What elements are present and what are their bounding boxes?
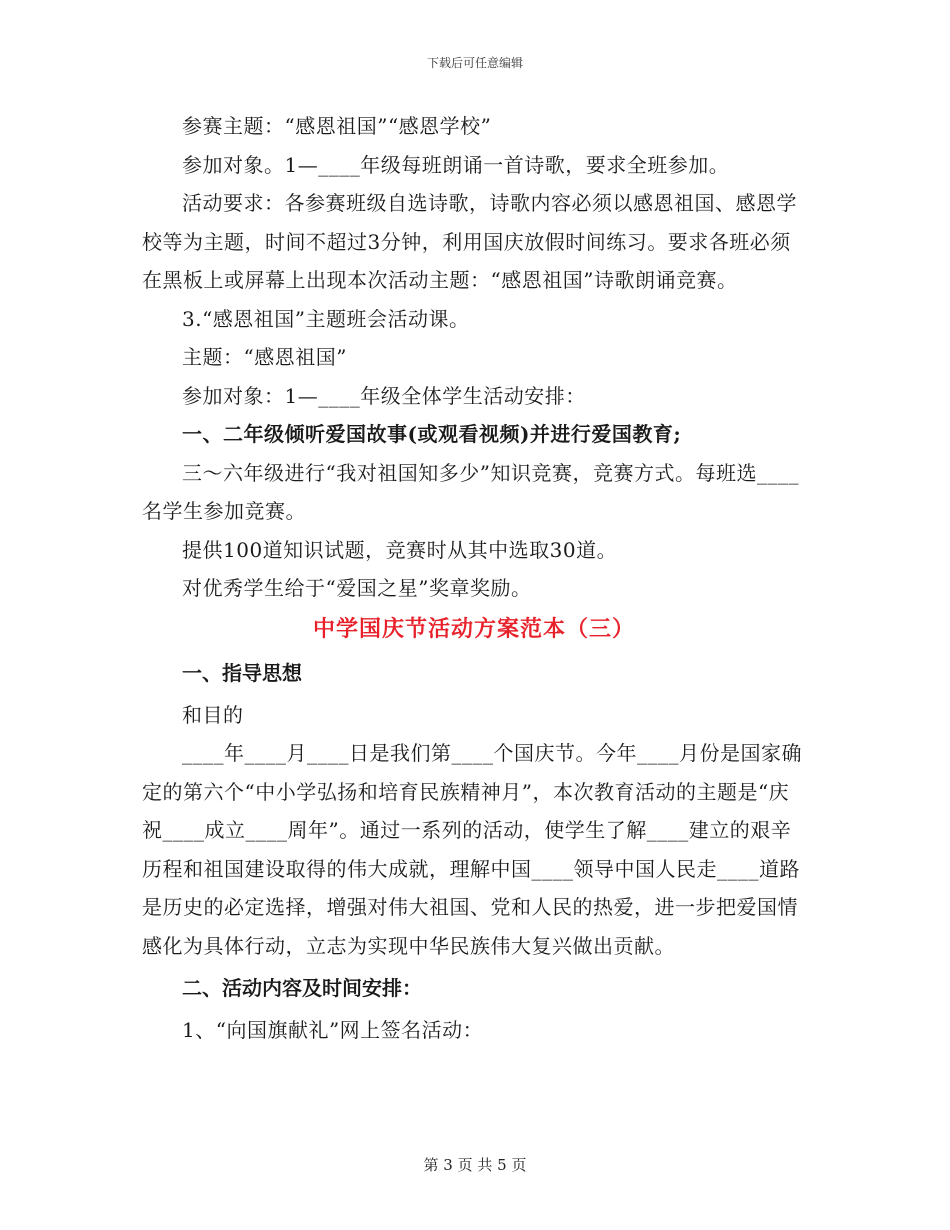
- heading-activity-schedule: 二、活动内容及时间安排：: [182, 976, 422, 1000]
- paragraph-background: ____年____月____日是我们第____个国庆节。今年____月份是国家确定的第六个“中小学弘扬和培育民族精神月”，本次教育活动的主题是“庆祝____成立____周年”。通过一系列的活动，使学生了解____建立的艰辛历程和祖国建设取得的伟大成就，理解中国____领导中国人民走____道路是历史的必定选择，增强对伟大祖国、党和人民的热爱，进一步把爱国情感化为具体行动，立志为实现中华民族伟大复兴做出贡献。: [142, 741, 802, 958]
- paragraph-meeting-participants: 参加对象：1—____年级全体学生活动安排：: [182, 383, 586, 408]
- page-number: 第 3 页 共 5 页: [423, 1156, 527, 1174]
- section-title: 中学国庆节活动方案范本（三）: [312, 615, 635, 642]
- paragraph-participants: 参加对象。1—____年级每班朗诵一首诗歌，要求全班参加。: [182, 152, 730, 177]
- page-header: 下载后可任意编辑: [426, 56, 523, 70]
- paragraph-flag-signing: 1、“向国旗献礼”网上签名活动：: [182, 1018, 484, 1042]
- heading-guiding-idea: 一、指导思想: [182, 660, 302, 685]
- paragraph-class-meeting: 3.“感恩祖国”主题班会活动课。: [182, 306, 470, 331]
- paragraph-quiz-questions: 提供100道知识试题，竞赛时从其中选取30道。: [182, 537, 618, 562]
- paragraph-requirements: 活动要求：各参赛班级自选诗歌，诗歌内容必须以感恩祖国、感恩学校等为主题，时间不超过3分钟，利用国庆放假时间练习。要求各班必须在黑板上或屏幕上出现本次活动主题：“感恩祖国”诗歌朗诵竞赛。: [142, 191, 797, 292]
- paragraph-purpose: 和目的: [182, 702, 244, 727]
- paragraph-meeting-theme: 主题：“感恩祖国”: [182, 345, 347, 369]
- paragraph-grade-one-two: 一、二年级倾听爱国故事(或观看视频)并进行爱国教育;: [182, 422, 682, 446]
- document-body: [142, 107, 806, 1050]
- paragraph-award: 对优秀学生给于“爱国之星”奖章奖励。: [182, 576, 532, 600]
- paragraph-theme: 参赛主题：“感恩祖国”“感恩学校”: [182, 114, 492, 138]
- paragraph-quiz: 三～六年级进行“我对祖国知多少”知识竞赛，竞赛方式。每班选____名学生参加竞赛。: [142, 460, 799, 523]
